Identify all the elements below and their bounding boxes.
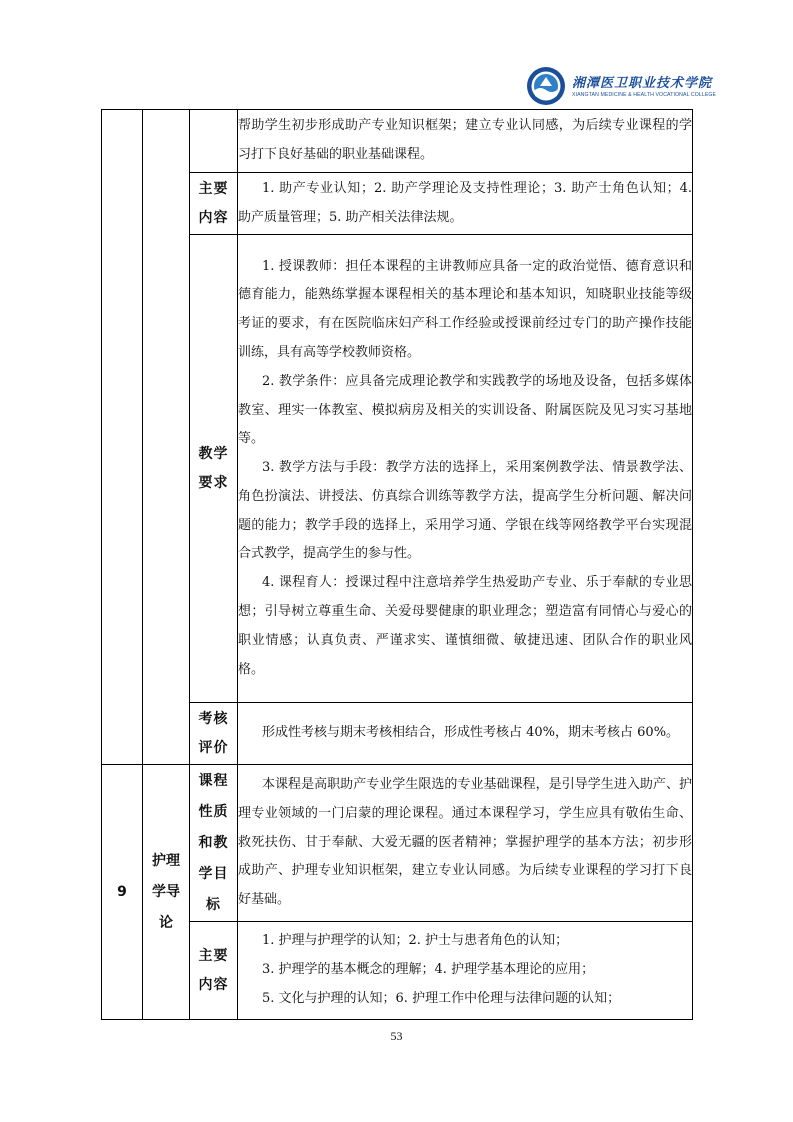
content-cell <box>238 173 693 235</box>
school-name-en: XIANGTAN MEDICINE & HEALTH VOCATIONAL COLLEGE <box>572 92 717 98</box>
course-number: 9 <box>102 765 143 1020</box>
assess-cell <box>238 703 693 765</box>
course9-content-cell <box>238 922 693 1020</box>
table-row <box>102 173 693 235</box>
course9-content-line: 3. 护理学的基本概念的理解；4. 护理学基本理论的应用； <box>262 962 595 978</box>
nature-text: 本课程是高职助产专业学生限选的专业基础课程，是引导学生进入助产、护理专业领域的一门启蒙的理论课程。通过本课程学习，学生应具有敬佑生命、救死扶伤、甘于奉献、大爱无疆的医者精神；掌握护理学的基本方法；初步形成助产、护理专业知识框架，建立专业认同感。为后续专业课程的学习打下良好基础。 <box>238 777 692 908</box>
course-cell-cont <box>143 110 190 765</box>
course-name: 护理 学导 论 <box>143 765 190 1020</box>
teaching-paragraph: 2. 教学条件：应具备完成理论教学和实践教学的场地及设备，包括多媒体教室、理实一体教室、模拟病房及相关的实训设备、附属医院及见习实习基地等。 <box>238 373 692 447</box>
teaching-paragraph: 3. 教学方法与手段：教学方法的选择上，采用案例教学法、情景教学法、角色扮演法、讲授法、仿真综合训练等教学方法，提高学生分析问题、解决问题的能力；教学手段的选择上，采用学习通、学银在线等网络教学平台实现混合式教学，提高学生的参与性。 <box>238 460 692 562</box>
school-name: 湘潭医卫职业技术学院 <box>572 76 713 91</box>
course9-content-line: 5. 文化与护理的认知；6. 护理工作中伦理与法律问题的认知； <box>262 990 621 1006</box>
nature-cell <box>238 765 693 922</box>
label-cell-cont <box>190 110 238 173</box>
school-logo <box>526 66 717 106</box>
table-row <box>102 703 693 765</box>
nature-label: 课程 性质 和教 学目 标 <box>190 765 238 922</box>
school-seal-icon <box>526 66 566 106</box>
table-row <box>102 765 693 922</box>
number-cell-cont <box>102 110 143 765</box>
course9-content-label: 主要 内容 <box>190 922 238 1020</box>
objective-text: 帮助学生初步形成助产专业知识框架；建立专业认同感，为后续专业课程的学习打下良好基础的职业基础课程。 <box>238 118 692 162</box>
table-row <box>102 235 693 703</box>
teaching-label: 教学 要求 <box>190 235 238 703</box>
page-number: 53 <box>390 1029 403 1043</box>
objective-cell <box>238 110 693 173</box>
content-label: 主要 内容 <box>190 173 238 235</box>
curriculum-table <box>101 109 693 1020</box>
teaching-paragraph: 4. 课程育人：授课过程中注意培养学生热爱助产专业、乐于奉献的专业思想；引导树立尊重生命、关爱母婴健康的职业理念；塑造富有同情心与爱心的职业情感；认真负责、严谨求实、谨慎细微、敏捷迅速、团队合作的职业风格。 <box>238 575 692 677</box>
course9-content-line: 1. 护理与护理学的认知；2. 护士与患者角色的认知； <box>262 933 569 949</box>
assess-label: 考核 评价 <box>190 703 238 765</box>
teaching-cell <box>238 235 693 703</box>
assess-text: 形成性考核与期末考核相结合，形成性考核占 40%，期末考核占 60%。 <box>262 725 680 741</box>
table-row <box>102 110 693 173</box>
teaching-paragraph: 1. 授课教师：担任本课程的主讲教师应具备一定的政治觉悟、德育意识和德育能力，能熟练掌握本课程相关的基本理论和基本知识，知晓职业技能等级考证的要求，有在医院临床妇产科工作经验或授课前经过专门的助产操作技能训练，具有高等学校教师资格。 <box>238 258 692 360</box>
content-text: 1. 助产专业认知；2. 助产学理论及支持性理论；3. 助产士角色认知；4. 助产质量管理；5. 助产相关法律法规。 <box>238 180 692 225</box>
table-row <box>102 922 693 1020</box>
